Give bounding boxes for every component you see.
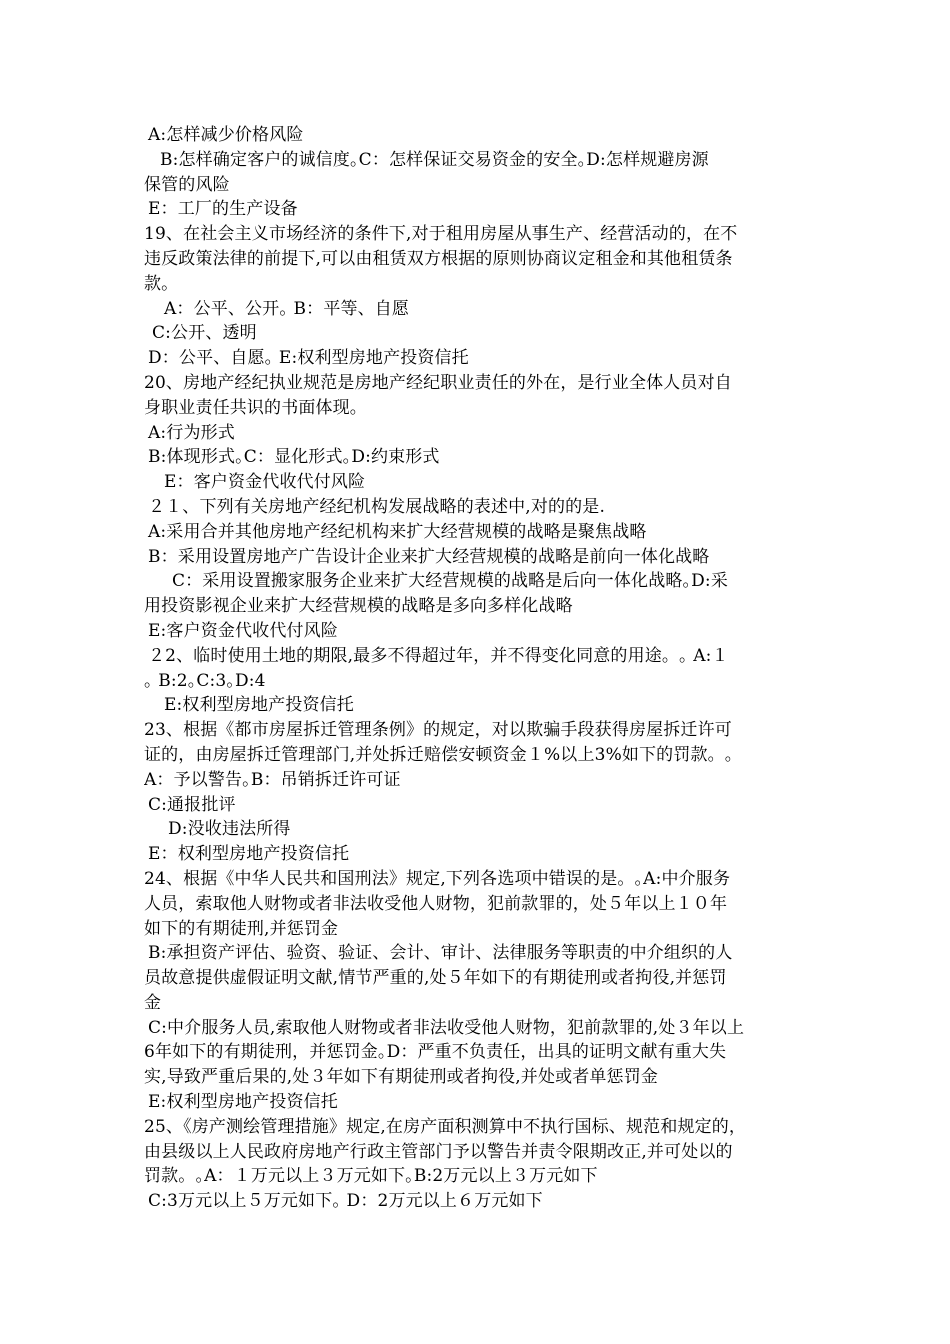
text-line: ２１、下列有关房地产经纪机构发展战略的表述中,对的的是. bbox=[148, 496, 606, 517]
text-line: 保管的风险 bbox=[144, 174, 230, 195]
text-line: 实,导致严重后果的,处３年如下有期徒刑或者拘役,并处或者单惩罚金 bbox=[144, 1067, 659, 1088]
text-line: 款。 bbox=[144, 273, 179, 294]
text-line: 19、在社会主义市场经济的条件下,对于租用房屋从事生产、经营活动的，在不 bbox=[144, 224, 738, 245]
text-line: 20、房地产经纪执业规范是房地产经纪职业责任的外在，是行业全体人员对自 bbox=[144, 372, 732, 393]
text-line: 由县级以上人民政府房地产行政主管部门予以警告并责令限期改正,并可处以的 bbox=[144, 1141, 733, 1162]
text-line: A:采用合并其他房地产经纪机构来扩大经营规模的战略是聚焦战略 bbox=[148, 521, 647, 542]
text-line: A:怎样减少价格风险 bbox=[148, 125, 304, 145]
text-line: 证的，由房屋拆迁管理部门,并处拆迁赔偿安顿资金１%以上3%如下的罚款。｡ bbox=[144, 744, 734, 765]
text-line: B:承担资产评估、验资、验证、会计、审计、法律服务等职责的中介组织的人 bbox=[148, 943, 733, 964]
text-line: B：采用设置房地产广告设计企业来扩大经营规模的战略是前向一体化战略 bbox=[148, 546, 710, 567]
text-line: 6年如下的有期徒刑，并惩罚金｡D：严重不负责任，出具的证明文献有重大失 bbox=[144, 1042, 727, 1063]
text-line: 罚款。｡A：１万元以上３万元如下｡B:2万元以上３万元如下 bbox=[144, 1166, 598, 1187]
text-line: 金 bbox=[144, 992, 162, 1013]
text-line: C:公开、透明 bbox=[152, 323, 257, 344]
text-line: 人员，索取他人财物或者非法收受他人财物，犯前款罪的，处５年以上１０年 bbox=[144, 893, 728, 914]
text-line: D:没收违法所得 bbox=[168, 819, 291, 840]
text-line: 25、《房产测绘管理措施》规定,在房产面积测算中不执行国标、规范和规定的， bbox=[144, 1116, 747, 1137]
text-line: A:行为形式 bbox=[148, 422, 235, 443]
text-line: D：公平、自愿｡ E:权利型房地产投资信托 bbox=[148, 348, 469, 369]
text-line: A：予以警告｡B：吊销拆迁许可证 bbox=[144, 769, 401, 790]
text-line: E：工厂的生产设备 bbox=[148, 199, 298, 220]
text-line: E：客户资金代收代付风险 bbox=[164, 472, 366, 493]
document-body bbox=[144, 123, 812, 1214]
text-line: 如下的有期徒刑,并惩罚金 bbox=[144, 918, 339, 939]
text-line: ｡ B:2｡C:3｡D:4 bbox=[144, 670, 266, 691]
text-line: E:客户资金代收代付风险 bbox=[148, 620, 338, 641]
text-line: ２2、临时使用土地的期限,最多不得超过年，并不得变化同意的用途。｡ A:１ bbox=[148, 645, 729, 666]
text-line: C:通报批评 bbox=[148, 794, 236, 815]
text-line: 身职业责任共识的书面体现。 bbox=[144, 397, 367, 418]
text-line: 违反政策法律的前提下,可以由租赁双方根据的原则协商议定租金和其他租赁条 bbox=[144, 248, 733, 269]
text-line: A：公平、公开｡ B：平等、自愿 bbox=[164, 298, 410, 319]
text-line: 23、根据《都市房屋拆迁管理条例》的规定，对以欺骗手段获得房屋拆迁许可 bbox=[144, 720, 732, 741]
text-line: B:怎样确定客户的诚信度｡C：怎样保证交易资金的安全｡D:怎样规避房源 bbox=[160, 149, 709, 170]
text-line: 员故意提供虚假证明文献,情节严重的,处５年如下的有期徒刑或者拘役,并惩罚 bbox=[144, 968, 727, 989]
text-line: E:权利型房地产投资信托 bbox=[164, 695, 354, 716]
text-line: 用投资影视企业来扩大经营规模的战略是多向多样化战略 bbox=[144, 596, 573, 617]
text-line: C:中介服务人员,索取他人财物或者非法收受他人财物，犯前款罪的,处３年以上 bbox=[148, 1017, 745, 1038]
text-line: B:体现形式｡C：显化形式｡D:约束形式 bbox=[148, 447, 440, 468]
text-line: E：权利型房地产投资信托 bbox=[148, 844, 350, 865]
text-line: C:3万元以上５万元如下｡ D：2万元以上６万元如下 bbox=[148, 1191, 543, 1212]
text-line: 24、根据《中华人民共和国刑法》规定,下列各选项中错误的是。｡A:中介服务 bbox=[144, 868, 731, 889]
text-line: C：采用设置搬家服务企业来扩大经营规模的战略是后向一体化战略｡D:采 bbox=[172, 571, 728, 592]
text-line: E:权利型房地产投资信托 bbox=[148, 1092, 338, 1113]
